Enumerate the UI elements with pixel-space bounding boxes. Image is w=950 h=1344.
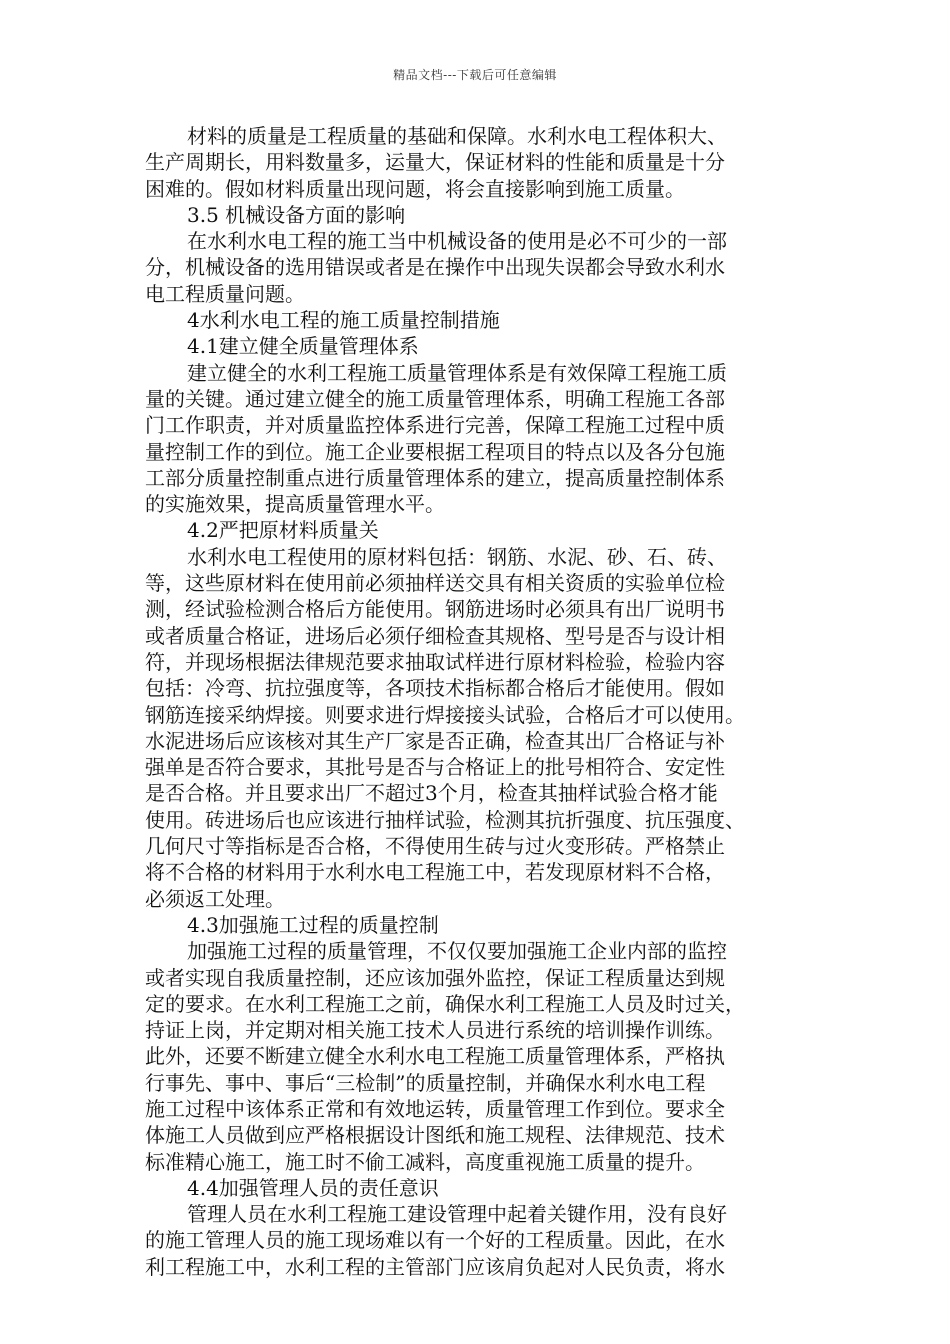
text-line: 的施工管理人员的施工现场难以有一个好的工程质量。因此，在水 [145, 1228, 725, 1253]
page-header: 精品文档---下载后可任意编辑 [393, 68, 557, 82]
text-line: 测，经试验检测合格后方能使用。钢筋进场时必须具有出厂说明书 [145, 597, 725, 622]
text-line: 的实施效果，提高质量管理水平。 [145, 492, 445, 517]
text-line: 水泥进场后应该核对其生产厂家是否正确，检查其出厂合格证与补 [145, 728, 725, 753]
text-line: 使用。砖进场后也应该进行抽样试验，检测其抗折强度、抗压强度、 [145, 807, 745, 832]
text-line: 材料的质量是工程质量的基础和保障。水利水电工程体积大、 [187, 124, 727, 148]
text-line: 施工过程中该体系正常和有效地运转，质量管理工作到位。要求全 [145, 1096, 725, 1121]
text-line: 行事先、事中、事后“三检制”的质量控制，并确保水利水电工程 [145, 1070, 706, 1095]
text-line: 4.3加强施工过程的质量控制 [187, 912, 439, 937]
text-line: 建立健全的水利工程施工质量管理体系是有效保障工程施工质 [187, 360, 727, 385]
text-line: 必须返工处理。 [145, 886, 285, 911]
text-line: 定的要求。在水利工程施工之前，确保水利工程施工人员及时过关， [145, 991, 745, 1016]
text-line: 将不合格的材料用于水利水电工程施工中，若发现原材料不合格， [145, 860, 725, 885]
text-line: 利工程施工中，水利工程的主管部门应该肩负起对人民负责，将水 [145, 1254, 725, 1279]
text-line: 几何尺寸等指标是否合格，不得使用生砖与过火变形砖。严格禁止 [145, 834, 725, 859]
text-line: 包括：冷弯、抗拉强度等，各项技术指标都合格后才能使用。假如 [145, 676, 725, 701]
text-line: 4.2严把原材料质量关 [187, 518, 379, 543]
text-line: 分，机械设备的选用错误或者是在操作中出现失误都会导致水利水 [145, 255, 725, 280]
text-line: 3.5 机械设备方面的影响 [187, 202, 406, 227]
text-line: 加强施工过程的质量管理，不仅仅要加强施工企业内部的监控 [187, 939, 727, 964]
text-line: 电工程质量问题。 [145, 281, 305, 306]
text-line: 水利水电工程使用的原材料包括：钢筋、水泥、砂、石、砖、 [187, 544, 727, 569]
text-line: 4.4加强管理人员的责任意识 [187, 1175, 439, 1200]
text-line: 生产周期长，用料数量多，运量大，保证材料的性能和质量是十分 [145, 150, 725, 175]
text-line: 或者实现自我质量控制，还应该加强外监控，保证工程质量达到规 [145, 965, 725, 990]
text-line: 等，这些原材料在使用前必须抽样送交具有相关资质的实验单位检 [145, 571, 725, 596]
text-line: 工部分质量控制重点进行质量管理体系的建立，提高质量控制体系 [145, 465, 725, 490]
text-line: 标准精心施工，施工时不偷工减料，高度重视施工质量的提升。 [145, 1149, 705, 1174]
text-line: 持证上岗，并定期对相关施工技术人员进行系统的培训操作训练。 [145, 1018, 725, 1043]
text-line: 量控制工作的到位。施工企业要根据工程项目的特点以及各分包施 [145, 439, 725, 464]
text-line: 此外，还要不断建立健全水利水电工程施工质量管理体系，严格执 [145, 1044, 725, 1069]
text-line: 体施工人员做到应严格根据设计图纸和施工规程、法律规范、技术 [145, 1123, 725, 1148]
text-line: 管理人员在水利工程施工建设管理中起着关键作用，没有良好 [187, 1202, 727, 1227]
text-line: 4水利水电工程的施工质量控制措施 [187, 308, 500, 333]
text-line: 在水利水电工程的施工当中机械设备的使用是必不可少的一部 [187, 229, 727, 254]
text-line: 门工作职责，并对质量监控体系进行完善，保障工程施工过程中质 [145, 413, 725, 438]
text-line: 困难的。假如材料质量出现问题，将会直接影响到施工质量。 [145, 176, 685, 201]
text-line: 强单是否符合要求，其批号是否与合格证上的批号相符合、安定性 [145, 755, 725, 780]
body-text [145, 123, 815, 1280]
text-line: 符，并现场根据法律规范要求抽取试样进行原材料检验，检验内容 [145, 649, 725, 674]
text-line: 量的关键。通过建立健全的施工质量管理体系，明确工程施工各部 [145, 386, 725, 411]
text-line: 是否合格。并且要求出厂不超过3个月，检查其抽样试验合格才能 [145, 781, 718, 806]
text-line: 4.1建立健全质量管理体系 [187, 334, 419, 359]
text-line: 钢筋连接采纳焊接。则要求进行焊接接头试验，合格后才可以使用。 [145, 702, 745, 727]
text-line: 或者质量合格证，进场后必须仔细检查其规格、型号是否与设计相 [145, 623, 725, 648]
